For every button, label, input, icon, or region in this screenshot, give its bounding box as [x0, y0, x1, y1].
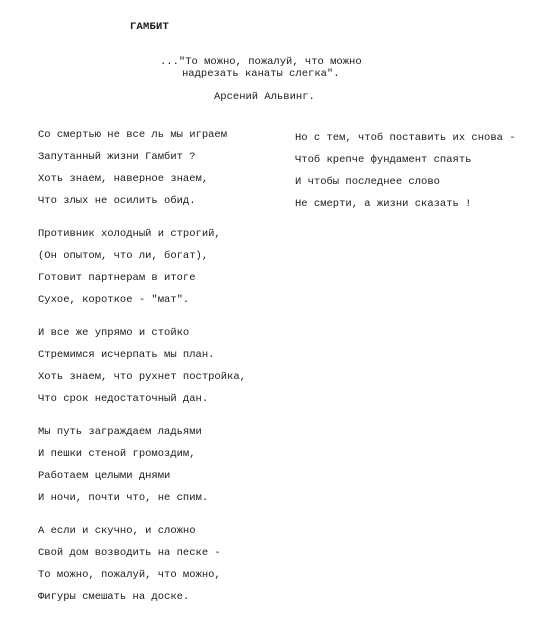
verse-line: Не смерти, а жизни сказать !	[295, 198, 472, 210]
epigraph-line: надрезать канаты слегка".	[182, 68, 340, 80]
verse-line: То можно, пожалуй, что можно,	[38, 569, 221, 581]
stanza	[38, 130, 246, 218]
verse-line: Свой дом возводить на песке -	[38, 547, 221, 559]
left-column	[38, 130, 246, 625]
verse-line: Чтоб крепче фундамент спаять	[295, 154, 472, 166]
stanza	[38, 427, 246, 515]
verse-line: Со смертью не все ль мы играем	[38, 129, 228, 141]
verse-line: И чтобы последнее слово	[295, 176, 440, 188]
verse-line: Противник холодный и строгий,	[38, 228, 221, 240]
right-column	[295, 133, 516, 221]
stanza	[38, 328, 246, 416]
stanza	[295, 133, 516, 221]
verse-line: (Он опытом, что ли, богат),	[38, 250, 209, 262]
epigraph-line: ..."То можно, пожалуй, что можно	[160, 56, 362, 68]
poem-title: ГАМБИТ	[130, 21, 170, 33]
verse-line: Мы путь заграждаем ладьями	[38, 426, 202, 438]
verse-line: И пешки стеной громоздим,	[38, 448, 196, 460]
verse-line: Но с тем, чтоб поставить их снова -	[295, 132, 516, 144]
verse-line: А если и скучно, и сложно	[38, 525, 196, 537]
verse-line: Сухое, короткое - "мат".	[38, 294, 190, 306]
verse-line: Запутанный жизни Гамбит ?	[38, 151, 196, 163]
verse-line: И ночи, почти что, не спим.	[38, 492, 209, 504]
verse-line: И все же упрямо и стойко	[38, 327, 190, 339]
verse-line: Что злых не осилить обид.	[38, 195, 196, 207]
epigraph	[160, 57, 362, 81]
verse-line: Готовит партнерам в итоге	[38, 272, 196, 284]
stanza	[38, 229, 246, 317]
verse-line: Хоть знаем, что рухнет постройка,	[38, 371, 246, 383]
verse-line: Хоть знаем, наверное знаем,	[38, 173, 209, 185]
verse-line: Фигуры смешать на доске.	[38, 591, 190, 603]
stanza	[38, 526, 246, 614]
verse-line: Стремимся исчерпать мы план.	[38, 349, 215, 361]
verse-line: Что срок недостаточный дан.	[38, 393, 209, 405]
epigraph-author: Арсений Альвинг.	[214, 91, 315, 103]
verse-line: Работаем целыми днями	[38, 470, 171, 482]
